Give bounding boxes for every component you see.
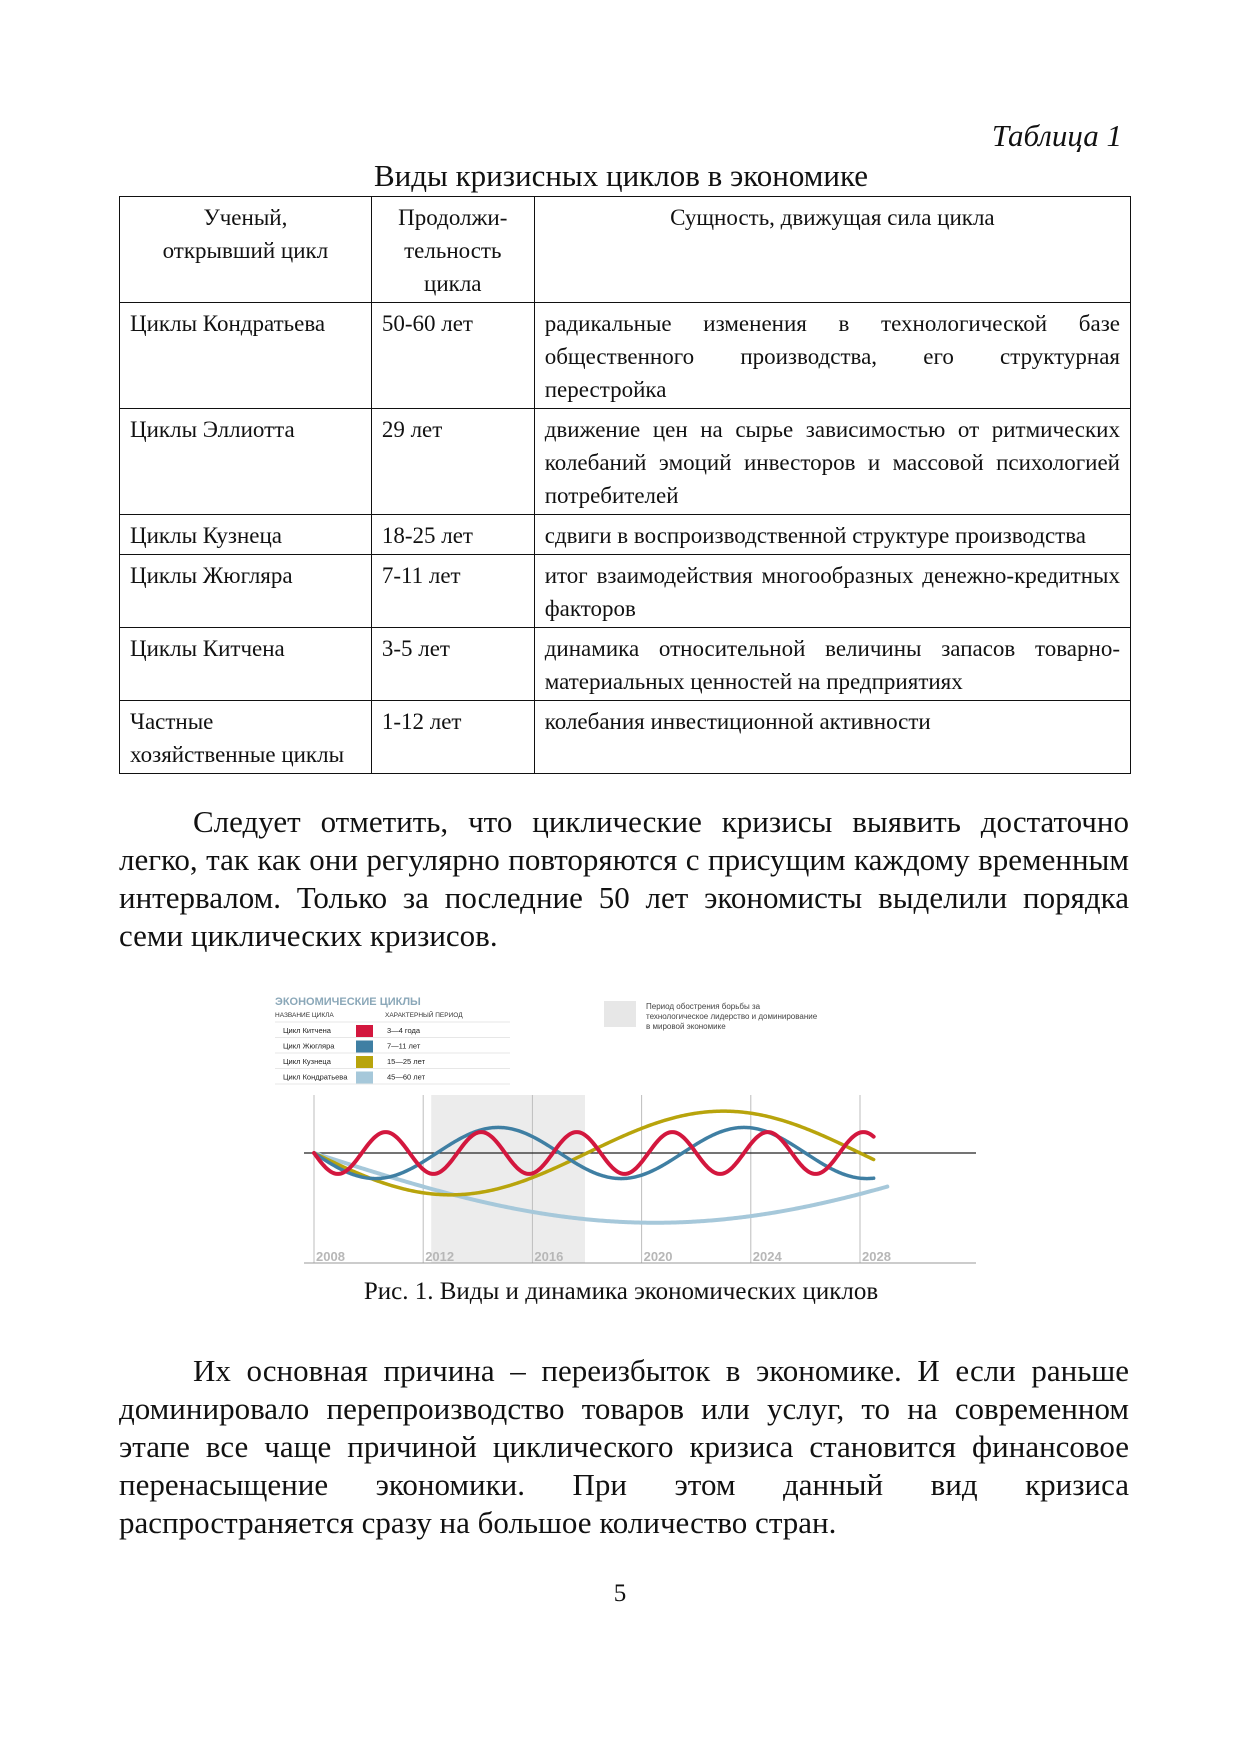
figure-caption: Рис. 1. Виды и динамика экономических циклов [363, 1278, 879, 1305]
x-tick-label: 2020 [643, 1249, 673, 1264]
cycle-duration: 29 лет [371, 409, 534, 515]
cycle-duration: 3-5 лет [371, 628, 534, 701]
body-paragraph-2: Их основная причина – переизбыток в экономике. И если раньше доминировало перепроизводство товаров или услуг, то на современном этапе все чаще причиной циклического кризиса становится финансовое перенасыщение экономики. При этом данный вид кризиса распространяется сразу на большое количество стран. [119, 1353, 1129, 1540]
cycle-essence: динамика относительной величины запасов товарно-материальных ценностей на предприятиях [534, 628, 1130, 701]
x-tick-labels [316, 1249, 891, 1264]
highlight-note [646, 1002, 818, 1031]
cycle-name: Циклы Китчена [120, 628, 372, 701]
table-row [120, 409, 1131, 515]
legend-series-period: 45—60 лет [387, 1072, 426, 1082]
x-tick-label: 2012 [425, 1249, 455, 1264]
table-row [120, 303, 1131, 409]
table-header-row [120, 197, 1131, 303]
x-tick-label: 2016 [534, 1249, 564, 1264]
series-lines [314, 1111, 887, 1223]
cycle-name: Циклы Жюгляра [120, 555, 372, 628]
highlight-note-line: Период обострения борьбы за [646, 1002, 761, 1011]
legend-series-name: Цикл Жюгляра [283, 1041, 335, 1051]
cycles-table [119, 196, 1131, 774]
header-essence: Сущность, движущая сила цикла [534, 197, 1130, 303]
table-row [120, 515, 1131, 555]
body-paragraph-1: Следует отметить, что циклические кризисы выявить достаточно легко, так как они регулярно повторяются с присущим каждому временным интервалом. Только за последние 50 лет экономисты выделили порядка семи циклических кризисов. [119, 804, 1129, 953]
legend-series-period: 15—25 лет [387, 1057, 426, 1066]
legend-swatch [356, 1041, 373, 1053]
highlight-band [431, 1095, 585, 1263]
page-number: 5 [613, 1580, 627, 1607]
legend-series-name: Цикл Кузнеца [283, 1057, 331, 1066]
table-label: Таблица 1 [991, 118, 1122, 153]
header-scientist: Ученый, открывший цикл [120, 197, 372, 303]
legend-swatch [356, 1056, 373, 1068]
cycle-essence: сдвиги в воспроизводственной структуре производства [534, 515, 1130, 555]
x-tick-label: 2028 [862, 1249, 891, 1264]
legend-swatch [356, 1025, 373, 1037]
cycle-duration: 50-60 лет [371, 303, 534, 409]
highlight-note-swatch [604, 1001, 636, 1027]
cycle-duration: 1-12 лет [371, 701, 534, 774]
legend-series-period: 3—4 года [387, 1026, 421, 1035]
highlight-note-line: в мировой экономике [646, 1022, 726, 1031]
legend-header-name: НАЗВАНИЕ ЦИКЛА [275, 1012, 334, 1019]
cycle-name: Частные хозяйственные циклы [120, 701, 372, 774]
cycle-essence: радикальные изменения в технологической базе общественного производства, его структурная перестройка [534, 303, 1130, 409]
cycle-essence: колебания инвестиционной активности [534, 701, 1130, 774]
economic-cycles-chart [275, 995, 990, 1275]
chart-title: ЭКОНОМИЧЕСКИЕ ЦИКЛЫ [275, 996, 421, 1008]
table-row [120, 555, 1131, 628]
cycle-name: Циклы Эллиотта [120, 409, 372, 515]
legend-series-name: Цикл Кондратьева [283, 1072, 348, 1082]
legend-series-period: 7—11 лет [387, 1041, 421, 1051]
cycle-duration: 18-25 лет [371, 515, 534, 555]
header-duration: Продолжи- тельность цикла [371, 197, 534, 303]
legend-swatch [356, 1072, 373, 1084]
table-row [120, 628, 1131, 701]
x-tick-label: 2024 [752, 1249, 782, 1264]
table-title: Виды кризисных циклов в экономике [373, 158, 869, 193]
legend-header-period: ХАРАКТЕРНЫЙ ПЕРИОД [385, 1012, 463, 1019]
legend-series-name: Цикл Китчена [283, 1026, 331, 1035]
x-tick-label: 2008 [316, 1249, 345, 1264]
chart-legend [275, 1022, 510, 1084]
cycle-duration: 7-11 лет [371, 555, 534, 628]
cycle-essence: движение цен на сырье зависимостью от ритмических колебаний эмоций инвесторов и массовой психологией потребителей [534, 409, 1130, 515]
highlight-note-line: технологическое лидерство и доминирование [646, 1012, 818, 1021]
cycle-name: Циклы Кузнеца [120, 515, 372, 555]
cycle-essence: итог взаимодействия многообразных денежно-кредитных факторов [534, 555, 1130, 628]
table-row [120, 701, 1131, 774]
cycle-name: Циклы Кондратьева [120, 303, 372, 409]
